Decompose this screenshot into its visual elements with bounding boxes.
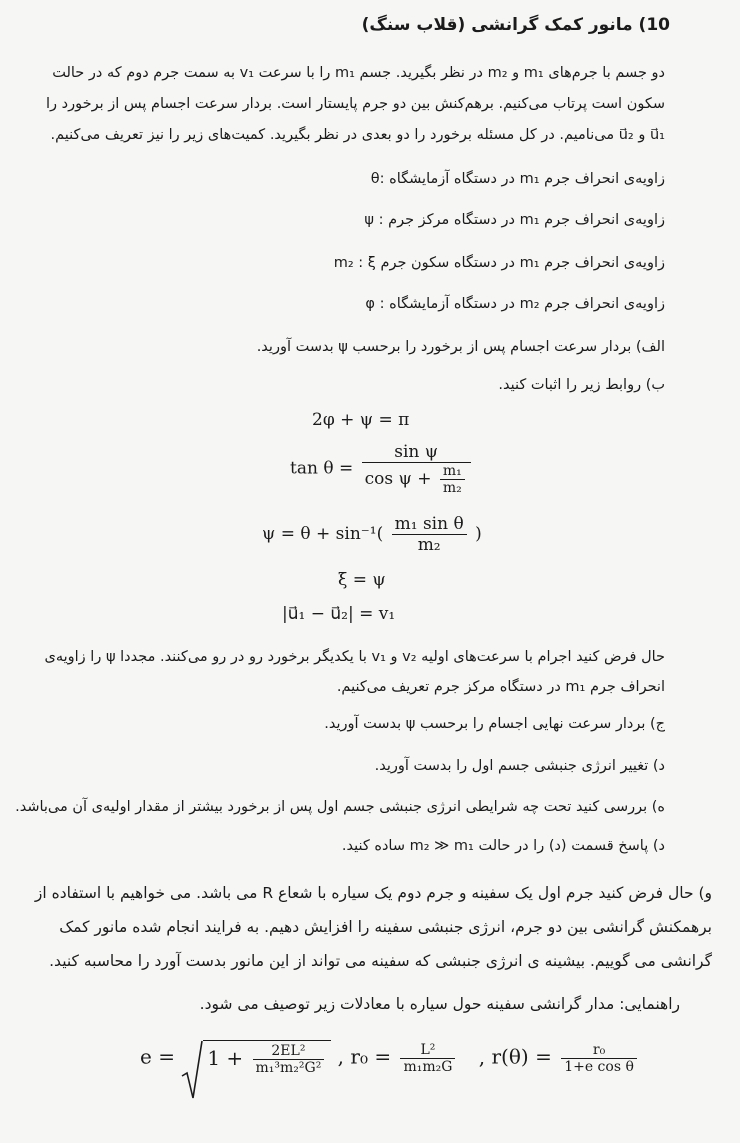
eq2-numerator: sin ψ bbox=[362, 442, 471, 463]
sqrt-numerator: 2EL² bbox=[253, 1043, 325, 1060]
definition-xi: زاویه‌ی انحراف جرم m₁ در دستگاه سکون جرم m₂ : ξ bbox=[333, 255, 665, 271]
final-equations bbox=[140, 1040, 640, 1076]
part-b: ب) روابط زیر را اثبات کنید. bbox=[498, 377, 665, 393]
paragraph2-line-2: انحراف جرم m₁ در دستگاه مرکز جرم تعریف می‌کنیم. bbox=[336, 679, 665, 695]
problem-title: 10) مانور کمک گرانشی (قلاب سنگ) bbox=[361, 15, 670, 35]
r0-fraction bbox=[400, 1042, 455, 1075]
eq2-ratio-den: m₂ bbox=[442, 480, 462, 496]
equation-tan-theta bbox=[290, 442, 474, 496]
r-theta-lhs: r(θ) = bbox=[491, 1044, 552, 1069]
eq3-denominator: m₂ bbox=[417, 535, 441, 555]
r0-lhs: r₀ = bbox=[350, 1044, 392, 1069]
part-d2: د) پاسخ قسمت (د) را در حالت m₂ ≫ m₁ ساده کنید. bbox=[341, 838, 665, 854]
eq2-fraction bbox=[362, 442, 471, 496]
eq2-mass-ratio bbox=[440, 463, 465, 496]
definition-phi: زاویه‌ی انحراف جرم m₂ در دستگاه آزمایشگاه : φ bbox=[365, 296, 665, 312]
comma-2: , bbox=[478, 1044, 486, 1069]
equation-psi-theta bbox=[262, 514, 482, 555]
eq2-den-pre: cos ψ + bbox=[364, 469, 432, 489]
sqrt-body bbox=[203, 1040, 331, 1076]
definition-theta: زاویه‌ی انحراف جرم m₁ در دستگاه آزمایشگاه :θ bbox=[370, 171, 665, 187]
part-a: الف) بردار سرعت اجسام پس از برخورد را برحسب ψ بدست آورید. bbox=[256, 339, 665, 355]
equation-xi-psi: ξ = ψ bbox=[338, 570, 386, 590]
paragraph2-line-1: حال فرض کنید اجرام با سرعت‌های اولیه v₂ و v₁ با یکدیگر برخورد رو در رو می‌کنند. مجددا ψ را زاویه‌ی bbox=[44, 649, 665, 665]
part-d: د) تغییر انرژی جنبشی جسم اول را بدست آورید. bbox=[374, 758, 665, 774]
part-f-line-3: گرانشی می گوییم. بیشینه ی انرژی جنبشی که سفینه می تواند از این مانور بدست آورد را محاسبه کنید. bbox=[49, 952, 712, 970]
eq3-numerator: m₁ sin θ bbox=[392, 514, 467, 535]
eq3-rhs: ) bbox=[475, 524, 482, 544]
r0-denominator: m₁m₂G bbox=[403, 1058, 453, 1075]
sqrt-icon bbox=[181, 1040, 203, 1102]
eq3-fraction bbox=[392, 514, 467, 555]
intro-line-2: سکون است پرتاب می‌کنیم. برهم‌کنش بین دو جرم پایستار است. بردار سرعت اجسام پس از برخورد را bbox=[46, 96, 665, 112]
comma-1: , bbox=[337, 1044, 345, 1069]
sqrt-denominator: m₁³m₂²G² bbox=[255, 1060, 322, 1076]
r-theta-fraction bbox=[561, 1042, 637, 1075]
equation-relative-velocity: |u⃗₁ − u⃗₂| = v₁ bbox=[282, 604, 396, 624]
eq2-ratio-num: m₁ bbox=[440, 463, 465, 480]
part-c: ج) بردار سرعت نهایی اجسام را برحسب ψ بدست آورید. bbox=[324, 716, 665, 732]
definition-psi: زاویه‌ی انحراف جرم m₁ در دستگاه مرکز جرم : ψ bbox=[364, 212, 665, 228]
intro-line-3: u⃗₁ و u⃗₂ می‌نامیم. در کل مسئله برخورد را دو بعدی در نظر بگیرید. کمیت‌های زیر را نیز تعریف می‌کنیم. bbox=[50, 127, 665, 143]
r-theta-denominator: 1+e cos θ bbox=[564, 1058, 634, 1075]
sqrt-expression bbox=[181, 1040, 331, 1076]
eq3-lhs: ψ = θ + sin⁻¹( bbox=[262, 524, 384, 544]
equation-phi-psi: 2φ + ψ = π bbox=[312, 410, 410, 430]
part-f-line-2: برهمکنش گرانشی بین دو جرم، انرژی جنبشی سفینه را افزایش دهیم. به فرایند انجام شده مانور کمک bbox=[59, 918, 712, 936]
sqrt-pre: 1 + bbox=[207, 1046, 244, 1070]
eq2-lhs: tan θ = bbox=[290, 458, 354, 479]
hint: راهنمایی: مدار گرانشی سفینه حول سیاره با معادلات زیر توصیف می شود. bbox=[199, 995, 680, 1013]
part-e: ه) بررسی کنید تحت چه شرایطی انرژی جنبشی جسم اول پس از برخورد بیشتر از مقدار اولیه‌ی آن می‌باشد. bbox=[15, 799, 665, 815]
eq2-denominator bbox=[362, 463, 471, 496]
part-f-line-1: و) حال فرض کنید جرم اول یک سفینه و جرم دوم یک سیاره با شعاع R می باشد. می خواهیم با استفاده از bbox=[34, 884, 712, 902]
r0-numerator: L² bbox=[400, 1042, 455, 1059]
e-lhs: e = bbox=[140, 1044, 175, 1069]
r-theta-numerator: r₀ bbox=[561, 1042, 637, 1059]
sqrt-fraction bbox=[253, 1043, 325, 1076]
intro-line-1: دو جسم با جرم‌های m₁ و m₂ در نظر بگیرید. جسم m₁ را با سرعت v₁ به سمت جرم دوم که در حالت bbox=[52, 65, 665, 81]
